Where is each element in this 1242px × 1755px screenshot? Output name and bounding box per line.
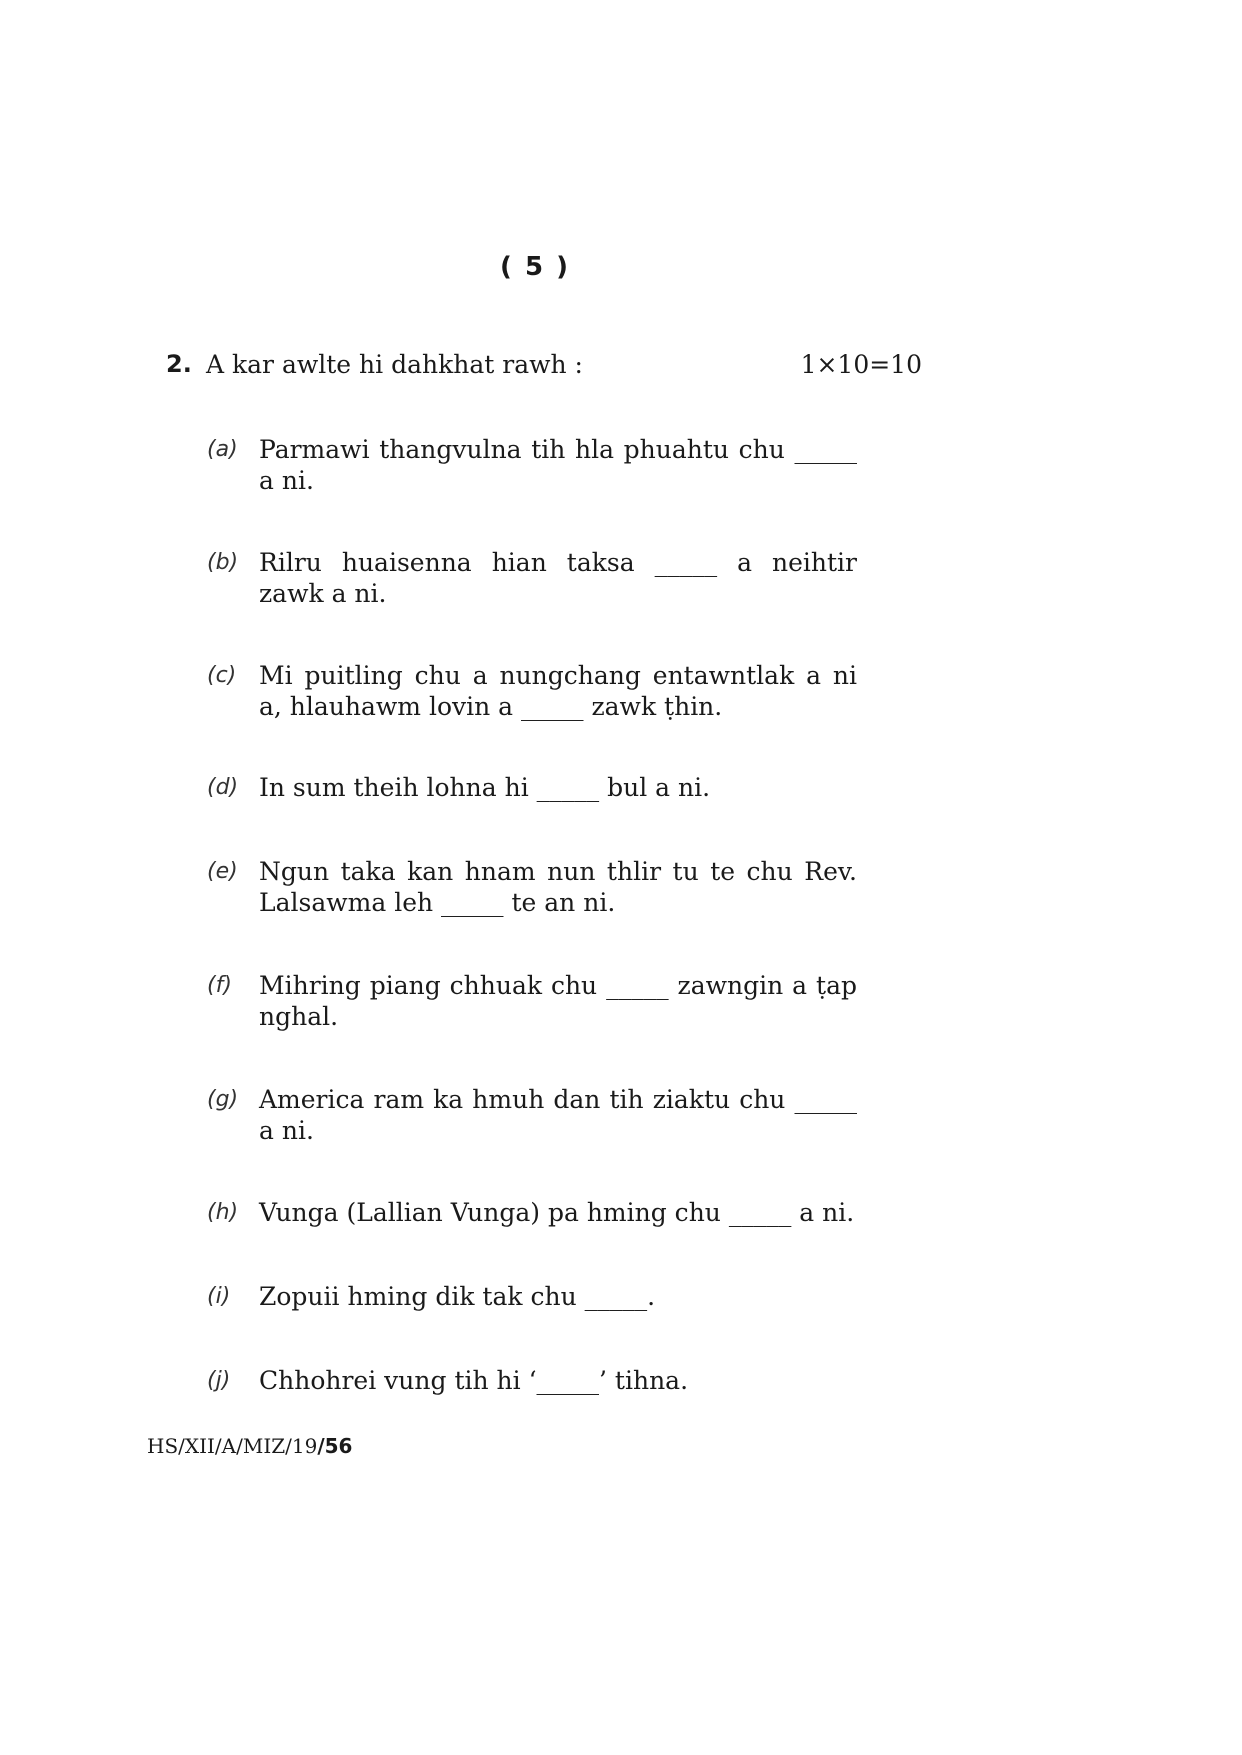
item-label: (g) — [207, 1087, 239, 1112]
item-text: Zopuii hming dik tak chu _____. — [259, 1282, 656, 1311]
item-label: (e) — [207, 859, 238, 884]
question-number: 2. — [166, 350, 192, 378]
question-marks: 1×10=10 — [800, 350, 922, 379]
item-text: Parmawi thangvulna tih hla phuahtu chu _____ a ni. — [259, 435, 857, 495]
footer-paper-code — [147, 1434, 352, 1458]
item-text: Chhohrei vung tih hi ‘_____’ tihna. — [259, 1366, 689, 1395]
item-label: (b) — [207, 550, 239, 575]
item-label: (i) — [207, 1284, 231, 1309]
item-label: (h) — [207, 1200, 239, 1225]
item-label: (c) — [207, 663, 237, 688]
item-text: Rilru huaisenna hian taksa _____ a neihtir zawk a ni. — [259, 548, 857, 608]
item-text: Vunga (Lallian Vunga) pa hming chu _____ a ni. — [259, 1198, 855, 1227]
item-label: (j) — [207, 1368, 231, 1393]
item-label: (f) — [207, 973, 232, 998]
item-text: In sum theih lohna hi _____ bul a ni. — [259, 773, 711, 802]
question-instruction: A kar awlte hi dahkhat rawh : — [206, 350, 583, 379]
paper-code-number: /56 — [317, 1434, 353, 1458]
item-text: Ngun taka kan hnam nun thlir tu te chu Rev. Lalsawma leh _____ te an ni. — [259, 857, 857, 917]
page-number: ( 5 ) — [500, 252, 570, 282]
item-text: America ram ka hmuh dan tih ziaktu chu _____ a ni. — [259, 1085, 857, 1145]
item-text: Mihring piang chhuak chu _____ zawngin a ṭap nghal. — [259, 971, 857, 1031]
paper-code: HS/XII/A/MIZ/19 — [147, 1434, 318, 1458]
item-label: (a) — [207, 437, 238, 462]
item-label: (d) — [207, 775, 239, 800]
item-text: Mi puitling chu a nungchang entawntlak a ni a, hlauhawm lovin a _____ zawk ṭhin. — [259, 661, 857, 721]
